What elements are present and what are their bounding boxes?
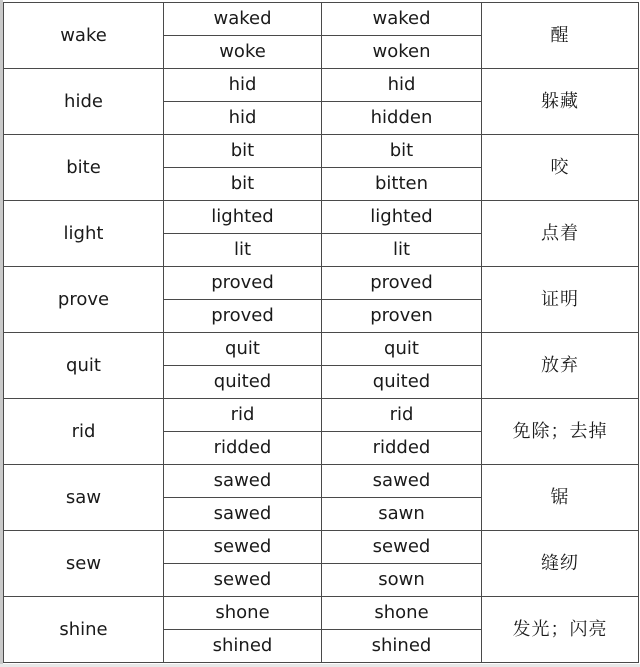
past-participle-cell: shone [322, 597, 482, 630]
past-tense-cell: hid [164, 69, 322, 102]
meaning-cell: 点着 [482, 201, 639, 267]
base-form-cell: bite [4, 135, 164, 201]
past-tense-cell: woke [164, 36, 322, 69]
past-tense-cell: shined [164, 630, 322, 663]
table-row [4, 399, 639, 432]
past-tense-cell: hid [164, 102, 322, 135]
table-row [4, 267, 639, 300]
past-tense-cell: quited [164, 366, 322, 399]
past-participle-cell: quited [322, 366, 482, 399]
base-form-cell: sew [4, 531, 164, 597]
past-participle-cell: lit [322, 234, 482, 267]
meaning-cell: 醒 [482, 3, 639, 69]
past-participle-cell: quit [322, 333, 482, 366]
past-participle-cell: sawn [322, 498, 482, 531]
past-tense-cell: rid [164, 399, 322, 432]
meaning-cell: 咬 [482, 135, 639, 201]
irregular-verbs-table [3, 2, 639, 663]
past-participle-cell: sawed [322, 465, 482, 498]
base-form-cell: hide [4, 69, 164, 135]
past-tense-cell: lit [164, 234, 322, 267]
past-tense-cell: bit [164, 135, 322, 168]
table-row [4, 597, 639, 630]
past-tense-cell: sawed [164, 498, 322, 531]
meaning-cell: 放弃 [482, 333, 639, 399]
past-participle-cell: bitten [322, 168, 482, 201]
past-participle-cell: waked [322, 3, 482, 36]
past-participle-cell: shined [322, 630, 482, 663]
base-form-cell: shine [4, 597, 164, 663]
past-tense-cell: sawed [164, 465, 322, 498]
base-form-cell: rid [4, 399, 164, 465]
past-participle-cell: woken [322, 36, 482, 69]
past-tense-cell: quit [164, 333, 322, 366]
past-tense-cell: sewed [164, 564, 322, 597]
past-participle-cell: hid [322, 69, 482, 102]
past-tense-cell: bit [164, 168, 322, 201]
past-participle-cell: sown [322, 564, 482, 597]
table-row [4, 135, 639, 168]
past-tense-cell: proved [164, 267, 322, 300]
meaning-cell: 证明 [482, 267, 639, 333]
base-form-cell: light [4, 201, 164, 267]
meaning-cell: 发光；闪亮 [482, 597, 639, 663]
past-tense-cell: waked [164, 3, 322, 36]
past-tense-cell: lighted [164, 201, 322, 234]
meaning-cell: 缝纫 [482, 531, 639, 597]
past-participle-cell: bit [322, 135, 482, 168]
table-row [4, 201, 639, 234]
past-tense-cell: sewed [164, 531, 322, 564]
meaning-cell: 免除；去掉 [482, 399, 639, 465]
past-participle-cell: proved [322, 267, 482, 300]
past-participle-cell: rid [322, 399, 482, 432]
past-tense-cell: proved [164, 300, 322, 333]
table-row [4, 69, 639, 102]
meaning-cell: 锯 [482, 465, 639, 531]
table-row [4, 531, 639, 564]
past-tense-cell: shone [164, 597, 322, 630]
past-participle-cell: hidden [322, 102, 482, 135]
past-participle-cell: sewed [322, 531, 482, 564]
meaning-cell: 躲藏 [482, 69, 639, 135]
past-participle-cell: proven [322, 300, 482, 333]
table-row [4, 333, 639, 366]
past-participle-cell: lighted [322, 201, 482, 234]
base-form-cell: saw [4, 465, 164, 531]
base-form-cell: prove [4, 267, 164, 333]
base-form-cell: quit [4, 333, 164, 399]
verbs-table-body [4, 3, 639, 663]
past-tense-cell: ridded [164, 432, 322, 465]
past-participle-cell: ridded [322, 432, 482, 465]
table-row [4, 465, 639, 498]
table-row [4, 3, 639, 36]
base-form-cell: wake [4, 3, 164, 69]
